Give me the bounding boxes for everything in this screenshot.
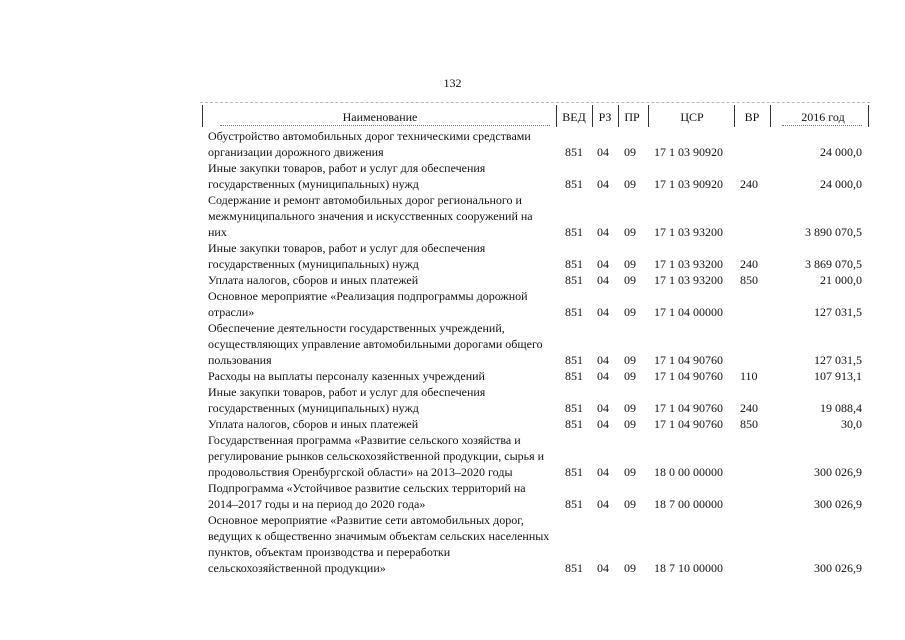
row-csr: 18 7 00 00000: [654, 497, 723, 511]
header-year: 2016 год: [801, 110, 845, 124]
header-divider: [734, 105, 735, 127]
table-row: [0, 128, 905, 160]
row-amount: 300 026,9: [814, 497, 862, 511]
row-ved: 851: [565, 417, 583, 431]
row-rz: 04: [597, 145, 609, 159]
header-divider: [202, 105, 203, 127]
row-csr: 17 1 04 00000: [654, 305, 723, 319]
row-pr: 09: [624, 353, 636, 367]
row-vr: 240: [740, 177, 758, 191]
row-pr: 09: [624, 369, 636, 383]
row-pr: 09: [624, 305, 636, 319]
row-pr: 09: [624, 225, 636, 239]
row-name: Подпрограмма «Устойчивое развитие сельских территорий на 2014–2017 годы и на период до 2020 года»: [208, 481, 526, 511]
row-vr: 110: [740, 369, 758, 383]
row-pr: 09: [624, 145, 636, 159]
row-rz: 04: [597, 401, 609, 415]
header-vr: ВР: [744, 110, 760, 124]
row-rz: 04: [597, 225, 609, 239]
table-row: [0, 288, 905, 320]
header-divider: [770, 105, 771, 127]
row-vr: 850: [740, 417, 758, 431]
table-row: [0, 272, 905, 288]
table-body: [0, 128, 905, 576]
table-row: [0, 160, 905, 192]
row-amount: 21 000,0: [820, 273, 862, 287]
row-ved: 851: [565, 273, 583, 287]
header-divider: [618, 105, 619, 127]
header-divider: [648, 105, 649, 127]
row-pr: 09: [624, 417, 636, 431]
row-name: Обустройство автомобильных дорог техническими средствами организации дорожного движения: [208, 129, 531, 159]
row-vr: 240: [740, 401, 758, 415]
row-csr: 18 7 10 00000: [654, 561, 723, 575]
row-name: Содержание и ремонт автомобильных дорог регионального и межмуниципального значения и искусственных сооружений на них: [208, 193, 533, 239]
row-vr: 850: [740, 273, 758, 287]
row-amount: 19 088,4: [820, 401, 862, 415]
table-header: [200, 102, 870, 127]
row-name: Иные закупки товаров, работ и услуг для обеспечения государственных (муниципальных) нужд: [208, 161, 486, 191]
header-name: Наименование: [342, 110, 418, 124]
row-amount: 127 031,5: [814, 305, 862, 319]
row-ved: 851: [565, 369, 583, 383]
header-divider: [592, 105, 593, 127]
row-rz: 04: [597, 177, 609, 191]
row-csr: 17 1 04 90760: [654, 417, 723, 431]
row-csr: 18 0 00 00000: [654, 465, 723, 479]
row-amount: 3 890 070,5: [805, 225, 862, 239]
row-name: Уплата налогов, сборов и иных платежей: [208, 273, 419, 287]
row-name: Обеспечение деятельности государственных учреждений, осуществляющих управление автомобильными дорогами общего пользования: [208, 321, 543, 367]
row-pr: 09: [624, 257, 636, 271]
table-row: [0, 192, 905, 240]
row-pr: 09: [624, 401, 636, 415]
row-name: Расходы на выплаты персоналу казенных учреждений: [208, 369, 485, 383]
row-name: Иные закупки товаров, работ и услуг для обеспечения государственных (муниципальных) нужд: [208, 385, 486, 415]
row-ved: 851: [565, 497, 583, 511]
table-row: [0, 480, 905, 512]
header-rz: РЗ: [598, 110, 612, 124]
header-divider: [868, 105, 869, 127]
row-csr: 17 1 03 90920: [654, 145, 723, 159]
table-row: [0, 368, 905, 384]
row-ved: 851: [565, 177, 583, 191]
row-pr: 09: [624, 177, 636, 191]
row-rz: 04: [597, 417, 609, 431]
row-amount: 127 031,5: [814, 353, 862, 367]
row-rz: 04: [597, 257, 609, 271]
row-vr: 240: [740, 257, 758, 271]
header-csr: ЦСР: [680, 110, 704, 124]
row-pr: 09: [624, 465, 636, 479]
row-csr: 17 1 04 90760: [654, 353, 723, 367]
row-csr: 17 1 04 90760: [654, 401, 723, 415]
row-amount: 24 000,0: [820, 145, 862, 159]
row-amount: 24 000,0: [820, 177, 862, 191]
row-ved: 851: [565, 225, 583, 239]
header-pr: ПР: [624, 110, 640, 124]
row-csr: 17 1 03 90920: [654, 177, 723, 191]
row-ved: 851: [565, 401, 583, 415]
row-rz: 04: [597, 465, 609, 479]
row-amount: 300 026,9: [814, 465, 862, 479]
table-row: [0, 432, 905, 480]
row-rz: 04: [597, 273, 609, 287]
table-row: [0, 384, 905, 416]
row-rz: 04: [597, 353, 609, 367]
row-pr: 09: [624, 497, 636, 511]
header-underline: [220, 125, 550, 126]
row-pr: 09: [624, 561, 636, 575]
row-ved: 851: [565, 145, 583, 159]
row-csr: 17 1 04 90760: [654, 369, 723, 383]
row-csr: 17 1 03 93200: [654, 257, 723, 271]
row-amount: 107 913,1: [814, 369, 862, 383]
row-name: Основное мероприятие «Реализация подпрограммы дорожной отрасли»: [208, 289, 528, 319]
row-ved: 851: [565, 561, 583, 575]
table-row: [0, 320, 905, 368]
header-ved: ВЕД: [562, 110, 586, 124]
row-ved: 851: [565, 305, 583, 319]
row-ved: 851: [565, 465, 583, 479]
row-rz: 04: [597, 369, 609, 383]
row-ved: 851: [565, 353, 583, 367]
row-name: Основное мероприятие «Развитие сети автомобильных дорог, ведущих к общественно значимым объектам сельских населенных пунктов, объектам производства и переработки сельскохозяйственной продукции»: [208, 513, 550, 575]
header-underline: [782, 125, 862, 126]
table-row: [0, 512, 905, 576]
table-row: [0, 240, 905, 272]
row-rz: 04: [597, 561, 609, 575]
table-row: [0, 416, 905, 432]
row-amount: 30,0: [841, 417, 862, 431]
row-ved: 851: [565, 257, 583, 271]
row-csr: 17 1 03 93200: [654, 273, 723, 287]
row-name: Уплата налогов, сборов и иных платежей: [208, 417, 419, 431]
row-name: Иные закупки товаров, работ и услуг для обеспечения государственных (муниципальных) нужд: [208, 241, 486, 271]
row-rz: 04: [597, 305, 609, 319]
page-number: 132: [443, 76, 462, 90]
row-rz: 04: [597, 497, 609, 511]
header-divider: [556, 105, 557, 127]
row-pr: 09: [624, 273, 636, 287]
row-csr: 17 1 03 93200: [654, 225, 723, 239]
row-amount: 3 869 070,5: [805, 257, 862, 271]
row-amount: 300 026,9: [814, 561, 862, 575]
row-name: Государственная программа «Развитие сельского хозяйства и регулирование рынков сельскохозяйственной продукции, сырья и продовольствия Оренбургской области» на 2013–2020 годы: [208, 433, 545, 479]
